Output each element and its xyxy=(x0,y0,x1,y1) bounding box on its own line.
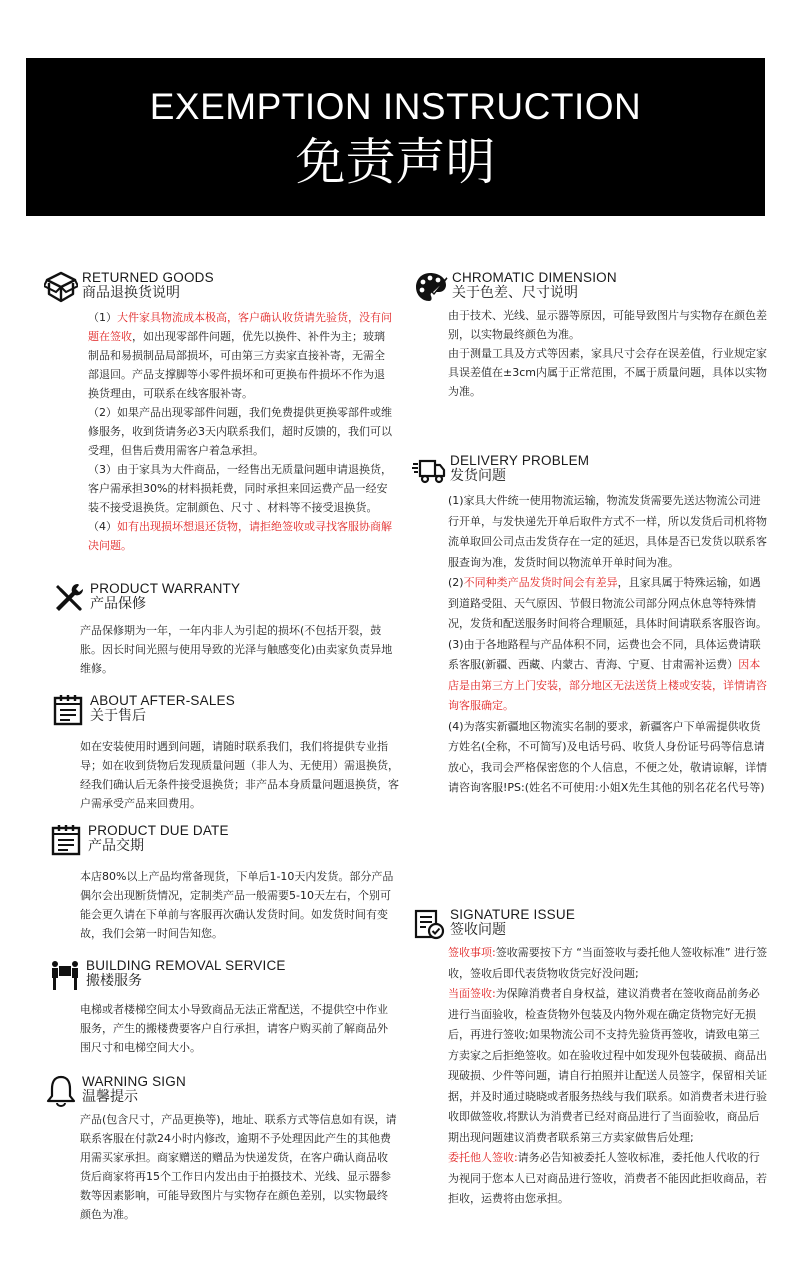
section-title-en: SIGNATURE ISSUE xyxy=(450,907,576,922)
palette-icon xyxy=(414,270,448,304)
banner-title-cn: 免责声明 xyxy=(295,133,496,191)
section-after-sales xyxy=(52,693,402,813)
warning-text: 产品(包含尺寸，产品更换等)，地址、联系方式等信息如有误，请联系客服在付款24小时内修改，逾期不予处理因此产生的其他费用需买家承担。商家赠送的赠品为快递发货，在客户确认商品收货后商家将再15个工作日内发出由于拍摄技术、光线、显示器参数等因素影响，可能导致图片与实物存在颜色差别，以实物最终颜色为准。 xyxy=(80,1113,397,1221)
movers-icon xyxy=(48,958,82,992)
section-title-en: PRODUCT DUE DATE xyxy=(88,823,229,838)
duedate-text: 本店80%以上产品均常备现货，下单后1-10天内发货。部分产品偶尔会出现断货情况，定制类产品一般需要5-10天左右，个别可能会更久请在下单前与客服再次确认发货时间。如发货时间有变故，我们会第一时间告知您。 xyxy=(80,870,394,940)
section-title-cn: 关于色差、尺寸说明 xyxy=(452,285,578,301)
section-signature-issue xyxy=(412,907,770,1210)
section-title-en: ABOUT AFTER-SALES xyxy=(90,693,235,708)
chromatic-paragraph-1: 由于技术、光线、显示器等原因，可能导致图片与实物存在颜色差别，以实物最终颜色为准。 xyxy=(448,309,767,341)
section-title-en: RETURNED GOODS xyxy=(82,270,214,285)
section-returned-goods xyxy=(44,270,394,555)
section-title-cn: 温馨提示 xyxy=(82,1089,138,1105)
section-product-warranty xyxy=(52,581,402,678)
section-delivery-problem xyxy=(412,453,770,799)
returned-paragraph-2: （2）如果产品出现零部件问题，我们免费提供更换零部件或维修服务，收到货请务必3天内联系我们，超时反馈的，我们可以受理，但售后费用需客户着急承担。 xyxy=(88,406,392,457)
section-product-due-date xyxy=(50,823,400,943)
calendar-icon xyxy=(52,693,86,727)
bell-icon xyxy=(44,1074,78,1108)
aftersales-text: 如在安装使用时遇到问题，请随时联系我们，我们将提供专业指导；如在收到货物后发现质量问题（非人为、无使用）需退换货，经我们确认后无条件接受退换货；非产品本身质量问题退换货，客户需承受产品来回费用。 xyxy=(80,740,399,810)
delivery-paragraph-4: (4)为落实新疆地区物流实名制的要求，新疆客户下单需提供收货方姓名(全称，不可简写)及电话号码、收货人身份证号码等信息请放心，我司会严格保密您的个人信息，不便之处，敬请谅解，详情请咨询客服!PS:(姓名不可使用:小姐X先生其他的别名花名代号等) xyxy=(448,719,767,794)
clipboard-icon xyxy=(412,907,446,941)
delivery-paragraph-2: (2)不同种类产品发货时间会有差异，且家具属于特殊运输，如遇到道路受阻、天气原因、节假日物流公司部分网点休息等特殊情况，发货和配送服务时间将合理顺延，具体时间请联系客服咨询。 xyxy=(448,576,767,630)
warranty-text: 产品保修期为一年，一年内非人为引起的损坏(不包括开裂，鼓胀。因长时间光照与使用导致的光泽与触感变化)由卖家负责异地维修。 xyxy=(80,624,393,675)
section-chromatic-dimension xyxy=(414,270,770,401)
section-title-cn: 发货问题 xyxy=(450,468,506,484)
banner-title-en: EXEMPTION INSTRUCTION xyxy=(149,86,642,127)
header-banner xyxy=(26,58,765,216)
returned-paragraph-4: （4）如有出现损坏想退还货物，请拒绝签收或寻找客服协商解决问题。 xyxy=(88,520,392,552)
tools-icon xyxy=(52,581,86,615)
signature-paragraph-1: 签收事项:签收需要按下方 “当面签收与委托他人签收标准” 进行签收，签收后即代表货物收货完好没问题; xyxy=(448,946,768,980)
box-icon xyxy=(44,270,78,304)
calendar-icon xyxy=(50,823,84,857)
section-title-en: CHROMATIC DIMENSION xyxy=(452,270,617,285)
section-warning-sign xyxy=(44,1074,400,1224)
delivery-paragraph-3: (3)由于各地路程与产品体积不同，运费也会不同，具体运费请联系客服(新疆、西藏、内蒙古、青海、宁夏、甘肃需补运费）因本店是由第三方上门安装，部分地区无法送货上楼或安装，详情请咨询客服确定。 xyxy=(448,637,767,712)
section-title-cn: 签收问题 xyxy=(450,922,506,938)
section-title-cn: 搬楼服务 xyxy=(86,973,142,989)
returned-paragraph-1: （1）大件家具物流成本极高，客户确认收货请先验货，没有问题在签收，如出现零部件问题，优先以换件、补件为主；玻璃制品和易损制品局部损坏，可由第三方卖家直接补寄，无需全部退回。产品支撑脚等小零件损坏和可更换布件损坏不作为退换货理由，可联系在线客服补寄。 xyxy=(88,311,392,400)
signature-paragraph-3: 委托他人签收:请务必告知被委托人签收标准，委托他人代收的行为视同于您本人已对商品进行签收，消费者不能因此拒收商品，若拒收，运费将由您承担。 xyxy=(448,1151,767,1205)
section-title-cn: 产品保修 xyxy=(90,596,146,612)
chromatic-paragraph-2: 由于测量工具及方式等因素，家具尺寸会存在误差值，行业规定家具误差值在±3cm内属于正常范围，不属于质量问题，具体以实物为准。 xyxy=(448,347,767,398)
truck-icon xyxy=(412,453,446,487)
delivery-paragraph-1: (1)家具大件统一使用物流运输，物流发货需要先送达物流公司进行开单，与发快递先开单后取件方式不一样，所以发货后司机将物流单取回公司点击发货存在一定的延迟，具体是否已发货以联系客服查询为准，发货时间以物流单开单时间为准。 xyxy=(448,494,767,569)
removal-text: 电梯或者楼梯空间太小导致商品无法正常配送，不提供空中作业服务，产生的搬楼费要客户自行承担，请客户购买前了解商品外围尺寸和电梯空间大小。 xyxy=(80,1003,388,1054)
section-title-en: PRODUCT WARRANTY xyxy=(90,581,241,596)
section-title-en: DELIVERY PROBLEM xyxy=(450,453,590,468)
section-title-cn: 产品交期 xyxy=(88,838,144,854)
section-title-en: BUILDING REMOVAL SERVICE xyxy=(86,958,286,973)
section-title-en: WARNING SIGN xyxy=(82,1074,186,1089)
section-title-cn: 商品退换货说明 xyxy=(82,285,180,301)
section-title-cn: 关于售后 xyxy=(90,708,146,724)
signature-paragraph-2: 当面签收:为保障消费者自身权益，建议消费者在签收商品前务必进行当面验收，检查货物外包装及内物外观在确定货物完好无损后，再进行签收;如果物流公司不支持先验货再签收，请致电第三方卖家之后拒绝签收。如在验收过程中如发现外包装破损、商品出现破损、少件等问题，请自行拍照并让配送人员签字，保留相关证据，并及时通过晓晓或者服务热线与我们联系。如消费者未进行验收即做签收,将默认为消费者已经对商品进行了当面验收，商品后期出现问题建议消费者联系第三方卖家做售后处理; xyxy=(448,987,767,1144)
returned-paragraph-3: （3）由于家具为大件商品，一经售出无质量问题申请退换货，客户需承担30%的材料损耗费，同时承担来回运费产品一经安装不接受退换货。定制颜色、尺寸 、材料等不接受退换货。 xyxy=(88,463,392,514)
section-building-removal xyxy=(48,958,400,1057)
